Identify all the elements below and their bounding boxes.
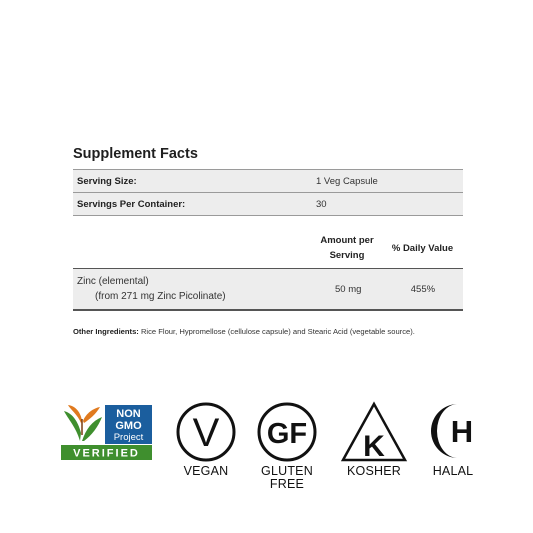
non-gmo-line1: NON	[116, 408, 141, 420]
supplement-facts-panel	[73, 146, 463, 336]
amount-header-line1: Amount per	[320, 235, 374, 246]
vegan-label: VEGAN	[183, 464, 229, 478]
panel-title: Supplement Facts	[73, 146, 198, 162]
ingredient-row	[73, 268, 463, 311]
non-gmo-line4: VERIFIED	[73, 447, 140, 460]
kosher-icon	[340, 401, 408, 463]
ingredient-source: (from 271 mg Zinc Picolinate)	[95, 291, 226, 302]
other-ingredients-text: Rice Flour, Hypromellose (cellulose capsule) and Stearic Acid (vegetable source).	[138, 327, 415, 336]
servings-per-container-value: 30	[316, 198, 327, 210]
amount-per-serving-header	[312, 233, 382, 263]
divider	[73, 215, 463, 228]
other-ingredients	[73, 327, 463, 336]
serving-size-value: 1 Veg Capsule	[316, 175, 378, 187]
gluten-free-symbol: GF	[266, 418, 308, 450]
servings-per-container-row	[73, 192, 463, 215]
halal-symbol: H	[450, 414, 474, 449]
ingredient-name-cell	[73, 274, 314, 304]
ingredient-name: Zinc (elemental)	[77, 276, 149, 287]
kosher-label: KOSHER	[347, 464, 401, 478]
non-gmo-badge	[58, 401, 155, 461]
gluten-free-label-line1: GLUTEN	[261, 464, 313, 478]
gluten-free-label	[250, 465, 324, 491]
other-ingredients-label: Other Ingredients:	[73, 327, 139, 336]
column-header-row	[73, 228, 463, 268]
halal-label: HALAL	[432, 464, 474, 478]
vegan-symbol: V	[192, 411, 220, 455]
gluten-free-icon	[256, 401, 318, 463]
ingredient-daily-value: 455%	[410, 283, 436, 295]
vegan-icon	[175, 401, 237, 463]
servings-per-container-label: Servings Per Container:	[77, 198, 186, 210]
kosher-symbol: K	[363, 430, 385, 463]
amount-header-line2: Serving	[329, 250, 365, 261]
daily-value-header: % Daily Value	[391, 242, 454, 254]
non-gmo-line3: Project	[113, 432, 144, 443]
ingredient-amount: 50 mg	[334, 283, 362, 295]
gluten-free-label-line2: FREE	[269, 477, 305, 491]
serving-size-row	[73, 169, 463, 192]
certification-badges	[0, 395, 533, 495]
serving-size-label: Serving Size:	[77, 175, 137, 187]
non-gmo-line2: GMO	[115, 420, 142, 432]
halal-icon	[428, 401, 478, 461]
